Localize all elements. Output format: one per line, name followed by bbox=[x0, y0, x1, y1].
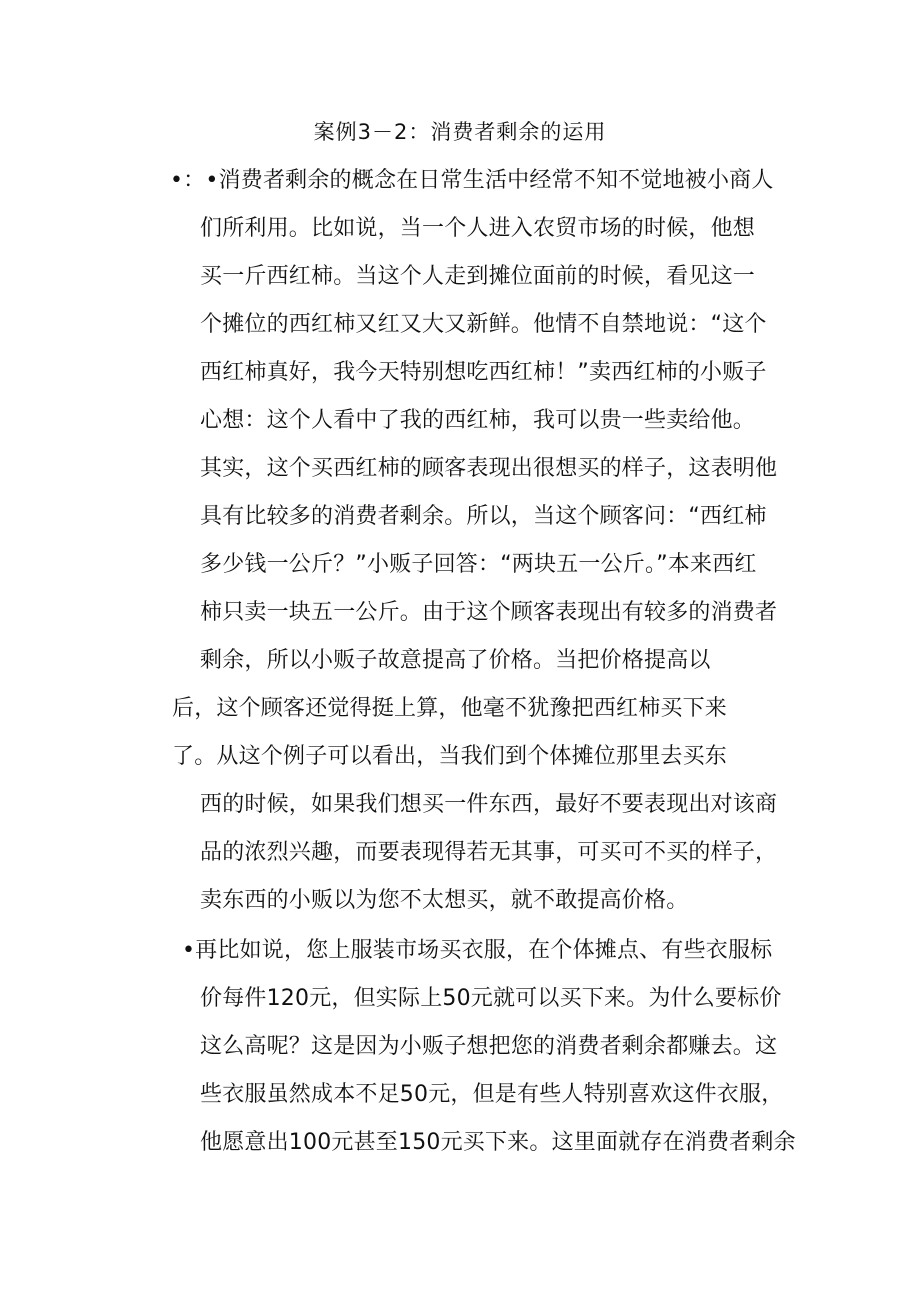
text-line: 多少钱一公斤？”小贩子回答：“两块五一公斤。”本来西红 bbox=[200, 552, 757, 577]
text-line: 心想：这个人看中了我的西红柿，我可以贵一些卖给他。 bbox=[200, 408, 756, 433]
text-line: 价每件120元，但实际上50元就可以买下来。为什么要标价 bbox=[200, 986, 782, 1011]
document-title: 案例3－2：消费者剩余的运用 bbox=[313, 120, 607, 144]
text-line: 柿只卖一块五一公斤。由于这个顾客表现出有较多的消费者 bbox=[200, 600, 778, 625]
text-line: 具有比较多的消费者剩余。所以，当这个顾客问：“西红柿 bbox=[200, 504, 767, 529]
text-line: 他愿意出100元甚至150元买下来。这里面就存在消费者剩余 bbox=[200, 1130, 796, 1155]
text-line: 剩余，所以小贩子故意提高了价格。当把价格提高以 bbox=[200, 648, 711, 673]
text-line: 了。从这个例子可以看出，当我们到个体摊位那里去买东 bbox=[172, 744, 728, 769]
text-line: 卖东西的小贩以为您不太想买，就不敢提高价格。 bbox=[200, 888, 689, 913]
text-line: 后，这个顾客还觉得挺上算，他毫不犹豫把西红柿买下来 bbox=[172, 696, 728, 721]
text-line: 西的时候，如果我们想买一件东西，最好不要表现出对该商 bbox=[200, 792, 778, 817]
text-line: 这么高呢？这是因为小贩子想把您的消费者剩余都赚去。这 bbox=[200, 1034, 778, 1059]
text-line: 买一斤西红柿。当这个人走到摊位面前的时候，看见这一 bbox=[200, 264, 756, 289]
text-line: 西红柿真好，我今天特别想吃西红柿！”卖西红柿的小贩子 bbox=[200, 360, 767, 385]
text-line: 个摊位的西红柿又红又大又新鲜。他情不自禁地说：“这个 bbox=[200, 312, 767, 337]
text-line: 们所利用。比如说，当一个人进入农贸市场的时候，他想 bbox=[200, 216, 756, 241]
text-line: •再比如说，您上服装市场买衣服，在个体摊点、有些衣服标 bbox=[182, 938, 773, 963]
text-line: 其实，这个买西红柿的顾客表现出很想买的样子，这表明他 bbox=[200, 456, 778, 481]
text-line: •：•消费者剩余的概念在日常生活中经常不知不觉地被小商人 bbox=[170, 168, 774, 193]
text-line: 些衣服虽然成本不足50元，但是有些人特别喜欢这件衣服， bbox=[200, 1082, 784, 1107]
text-line: 品的浓烈兴趣，而要表现得若无其事，可买可不买的样子， bbox=[200, 840, 778, 865]
